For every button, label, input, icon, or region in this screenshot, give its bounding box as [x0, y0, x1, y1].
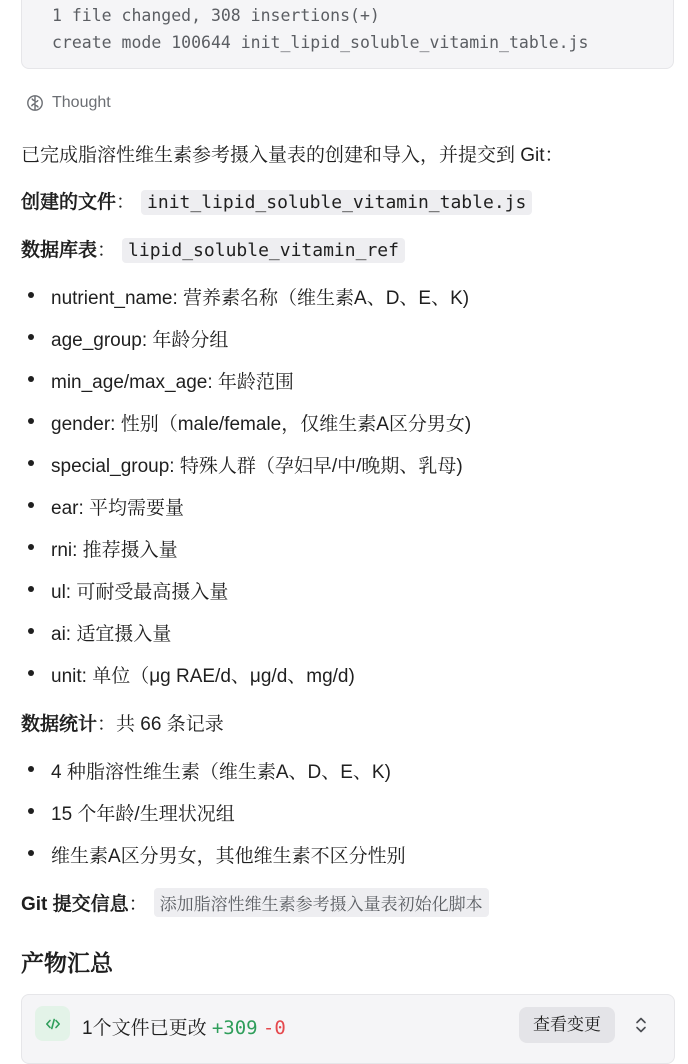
git-msg-row — [21, 888, 489, 917]
artifact-card — [21, 994, 675, 1064]
brain-icon — [26, 94, 44, 112]
stats-sep: ： — [97, 714, 117, 735]
bullet — [28, 586, 34, 592]
summary-text: 已完成脂溶性维生素参考摄入量表的创建和导入，并提交到 Git： — [21, 145, 564, 166]
stats-row — [21, 709, 224, 736]
list-item: ai: 适宜摄入量 — [51, 624, 172, 645]
stats-label: 数据统计 — [21, 714, 98, 735]
code-icon — [35, 1006, 70, 1041]
bullet — [28, 502, 34, 508]
created-file-label: 创建的文件 — [21, 192, 117, 213]
list-item: ear: 平均需要量 — [51, 498, 185, 519]
list-item: unit: 单位（μg RAE/d、μg/d、mg/d) — [51, 666, 355, 687]
list-item: 维生素A区分男女，其他维生素不区分性别 — [51, 846, 406, 867]
list-item: 15 个年龄/生理状况组 — [51, 804, 235, 825]
git-msg-label: Git 提交信息 — [21, 894, 129, 915]
db-table-row — [21, 235, 405, 263]
view-changes-button[interactable]: 查看变更 — [519, 1007, 615, 1043]
list-item: nutrient_name: 营养素名称（维生素A、D、E、K) — [51, 288, 470, 309]
list-item: 4 种脂溶性维生素（维生素A、D、E、K) — [51, 762, 391, 783]
additions-count: +309 — [211, 1017, 258, 1039]
list-item: age_group: 年龄分组 — [51, 330, 229, 351]
bullet — [28, 766, 34, 772]
files-changed-label: 1个文件已更改 — [82, 1018, 207, 1039]
db-table-label: 数据库表 — [21, 240, 98, 261]
list-item: special_group: 特殊人群（孕妇早/中/晚期、乳母) — [51, 456, 463, 477]
thought-label: Thought — [52, 94, 111, 111]
git-output-block — [21, 0, 674, 69]
bullet — [28, 460, 34, 466]
db-table-sep: ： — [97, 240, 117, 261]
bullet — [28, 628, 34, 634]
bullet — [28, 376, 34, 382]
git-output-line: 1 file changed, 308 insertions(+) — [52, 6, 380, 25]
list-item: rni: 推荐摄入量 — [51, 540, 178, 561]
created-file-row — [21, 187, 532, 215]
list-item: min_age/max_age: 年龄范围 — [51, 372, 294, 393]
list-item: ul: 可耐受最高摄入量 — [51, 582, 229, 603]
bullet — [28, 418, 34, 424]
bullet — [28, 808, 34, 814]
thought-toggle[interactable] — [26, 94, 111, 112]
created-file-value: init_lipid_soluble_vitamin_table.js — [141, 190, 532, 215]
bullet — [28, 850, 34, 856]
bullet — [28, 334, 34, 340]
files-changed-summary — [82, 1013, 286, 1040]
created-file-sep: ： — [116, 192, 136, 213]
artifacts-heading: 产物汇总 — [21, 950, 113, 976]
git-msg-sep: ： — [128, 894, 148, 915]
db-table-value: lipid_soluble_vitamin_ref — [122, 238, 405, 263]
git-msg-value: 添加脂溶性维生素参考摄入量表初始化脚本 — [154, 888, 489, 917]
list-item: gender: 性别（male/female，仅维生素A区分男女) — [51, 414, 472, 435]
bullet — [28, 670, 34, 676]
expand-collapse-icon[interactable] — [634, 1016, 648, 1039]
stats-value: 共 66 条记录 — [116, 714, 224, 735]
bullet — [28, 292, 34, 298]
deletions-count: -0 — [262, 1017, 286, 1039]
bullet — [28, 544, 34, 550]
git-output-line: create mode 100644 init_lipid_soluble_vitamin_table.js — [52, 33, 589, 52]
